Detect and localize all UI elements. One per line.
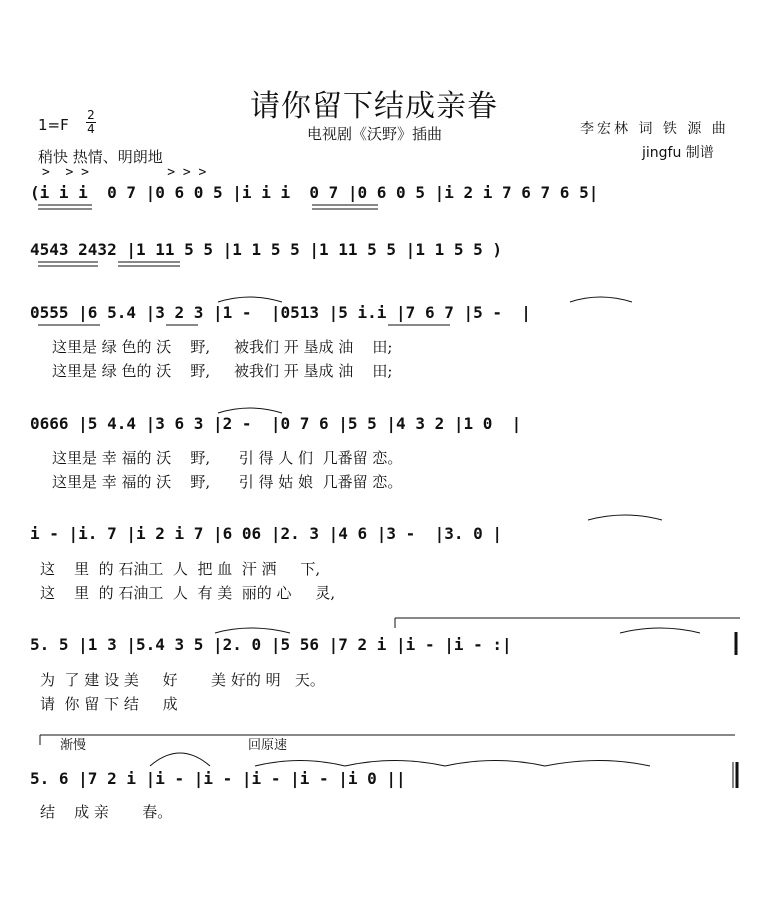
tie <box>218 297 282 302</box>
tie <box>218 408 282 413</box>
lyric-line-7: 结 成 亲 春。 <box>40 803 173 821</box>
song-subtitle: 电视剧《沃野》插曲 <box>307 125 443 143</box>
tie <box>545 761 650 767</box>
annotation-a-tempo: 回原速 <box>248 738 288 753</box>
tie <box>445 761 545 767</box>
fermata-slur <box>150 753 210 766</box>
tie <box>570 297 632 302</box>
time-signature-top: 2 <box>87 108 95 122</box>
score-line-3: 0555 |6 5.4 |3 2 3 |1 - |0513 |5 i.i |7 6 7 |5 - | <box>30 303 531 322</box>
tie <box>620 628 700 633</box>
lyric-line-4a: 这里是 幸 福的 沃 野, 引 得 人 们 几番留 恋。 <box>52 449 403 467</box>
lyric-line-5b: 这 里 的 石油工 人 有 美 丽的 心 灵, <box>40 584 336 602</box>
lyric-line-4b: 这里是 幸 福的 沃 野, 引 得 姑 娘 几番留 恋。 <box>52 473 403 491</box>
lyric-line-6a: 为 了 建 设 美 好 美 好的 明 天。 <box>40 671 325 689</box>
score-line-5: i - |i. 7 |i 2 i 7 |6 06 |2. 3 |4 6 |3 - |3. 0 | <box>30 524 503 543</box>
lyric-line-3b: 这里是 绿 色的 沃 野, 被我们 开 垦成 油 田; <box>52 362 393 380</box>
lyric-line-3a: 这里是 绿 色的 沃 野, 被我们 开 垦成 油 田; <box>52 338 393 356</box>
annotation-ritardando: 渐慢 <box>60 738 87 753</box>
tie <box>588 515 662 520</box>
score-line-2: 4543 2432 |1 11 5 5 |1 1 5 5 |1 11 5 5 |1 1 5 5 ) <box>30 240 503 259</box>
time-signature-bottom: 4 <box>87 122 95 136</box>
song-title: 请你留下结成亲眷 <box>250 89 498 124</box>
tie <box>345 761 445 767</box>
score-line-7: 5. 6 |7 2 i |i - |i - |i - |i - |i 0 || <box>30 769 406 788</box>
score-line-4: 0666 |5 4.4 |3 6 3 |2 - |0 7 6 |5 5 |4 3 2 |1 0 | <box>30 414 522 433</box>
tie <box>215 628 290 633</box>
key-signature: 1=F <box>38 116 69 134</box>
tempo-marking: 稍快 热情、明朗地 <box>38 148 163 166</box>
tie <box>255 761 345 767</box>
accent-marks: > > > > > > <box>42 165 207 180</box>
score-line-1: (i i i 0 7 |0 6 0 5 |i i i 0 7 |0 6 0 5 |i 2 i 7 6 7 6 5| <box>30 183 599 202</box>
maker-credit: jingfu 制谱 <box>642 145 714 161</box>
lyric-line-5a: 这 里 的 石油工 人 把 血 汗 洒 下, <box>40 560 321 578</box>
score-line-6: 5. 5 |1 3 |5.4 3 5 |2. 0 |5 56 |7 2 i |i - |i - :| <box>30 635 512 654</box>
lyric-line-6b: 请 你 留 下 结 成 <box>40 695 178 713</box>
credits: 李宏林 词 铁 源 曲 <box>580 121 729 137</box>
